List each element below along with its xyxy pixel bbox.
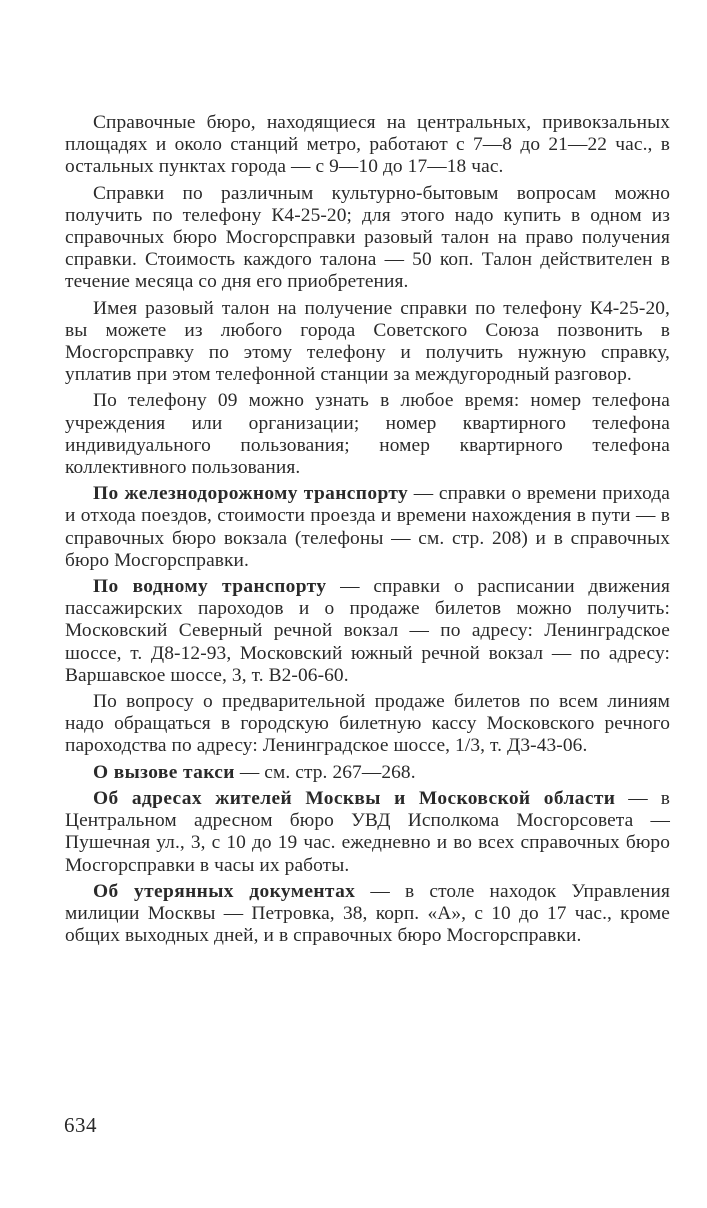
paragraph-phone-inquiries bbox=[65, 183, 670, 294]
page-number: 634 bbox=[64, 1113, 97, 1137]
paragraph-railway-transport bbox=[65, 483, 670, 572]
paragraph-heading: Об адресах жителей Москвы и Московской области bbox=[93, 787, 616, 809]
paragraph-text: — см. стр. 267—268. bbox=[234, 761, 416, 783]
paragraph-text: По телефону 09 можно узнать в любое время: номер телефона учреждения или организации; номер квартирного телефона индивидуального пользования; номер квартирного телефона коллективного пользования. bbox=[65, 390, 670, 479]
paragraph-advance-tickets bbox=[65, 691, 670, 758]
paragraph-text: Справочные бюро, находящиеся на центральных, привокзальных площадях и около станций метро, работают с 7—8 до 21—22 час., в остальных пунктах города — с 9—10 до 17—18 час. bbox=[65, 112, 670, 178]
paragraph-heading: По водному транспорту bbox=[93, 576, 327, 598]
paragraph-water-transport bbox=[65, 576, 670, 687]
paragraph-text: — в столе находок Управления милиции Москвы — Петровка, 38, корп. «А», с 10 до 17 час., кроме общих выходных дней, и в справочных бюро Мосгорсправки. bbox=[65, 880, 670, 947]
paragraph-single-coupon bbox=[65, 298, 670, 387]
paragraph-resident-addresses bbox=[65, 788, 670, 877]
paragraph-text: — справки о времени прихода и отхода поездов, стоимости проезда и времени нахождения в пути — в справочных бюро вокзала (телефоны — см. стр. 208) и в справочных бюро Мосгорсправки. bbox=[65, 483, 670, 571]
page-text bbox=[65, 112, 670, 951]
paragraph-text: — в Центральном адресном бюро УВД Исполкома Мосгорсовета — Пушечная ул., 3, с 10 до 19 час. ежедневно и во всех справочных бюро Мосгорсправки в часы их работы. bbox=[65, 787, 670, 876]
paragraph-heading: По железнодорожному транспорту bbox=[93, 483, 409, 505]
paragraph-text: Справки по различным культурно-бытовым вопросам можно получить по телефону К4-25-20; для этого надо купить в одном из справочных бюро Мосгорсправки разовый талон на право получения справки. Стоимость каждого талона — 50 коп. Талон действителен в течение месяца со дня его приобретения. bbox=[65, 182, 670, 293]
paragraph-bureau-hours bbox=[65, 112, 670, 179]
paragraph-heading: Об утерянных документах bbox=[93, 880, 356, 902]
paragraph-text: — справки о расписании движения пассажирских пароходов и о продаже билетов можно получить: Московский Северный речной вокзал — по адресу: Ленинградское шоссе, т. Д8-12-93, Московский южный речной вокзал — по адресу: Варшавское шоссе, 3, т. В2-06-60. bbox=[65, 576, 670, 686]
paragraph-text: По вопросу о предварительной продаже билетов по всем линиям надо обращаться в городскую билетную кассу Московского речного пароходства по адресу: Ленинградское шоссе, 1/3, т. Д3-43-06. bbox=[65, 691, 670, 757]
paragraph-text: Имея разовый талон на получение справки по телефону К4-25-20, вы можете из любого города Советского Союза позвонить в Мосгорсправку по этому телефону и получить нужную справку, уплатив при этом телефонной станции за междугородный разговор. bbox=[65, 297, 670, 386]
paragraph-lost-documents bbox=[65, 881, 670, 948]
paragraph-heading: О вызове такси bbox=[93, 761, 235, 783]
paragraph-phone-09 bbox=[65, 390, 670, 479]
paragraph-taxi bbox=[65, 762, 670, 784]
